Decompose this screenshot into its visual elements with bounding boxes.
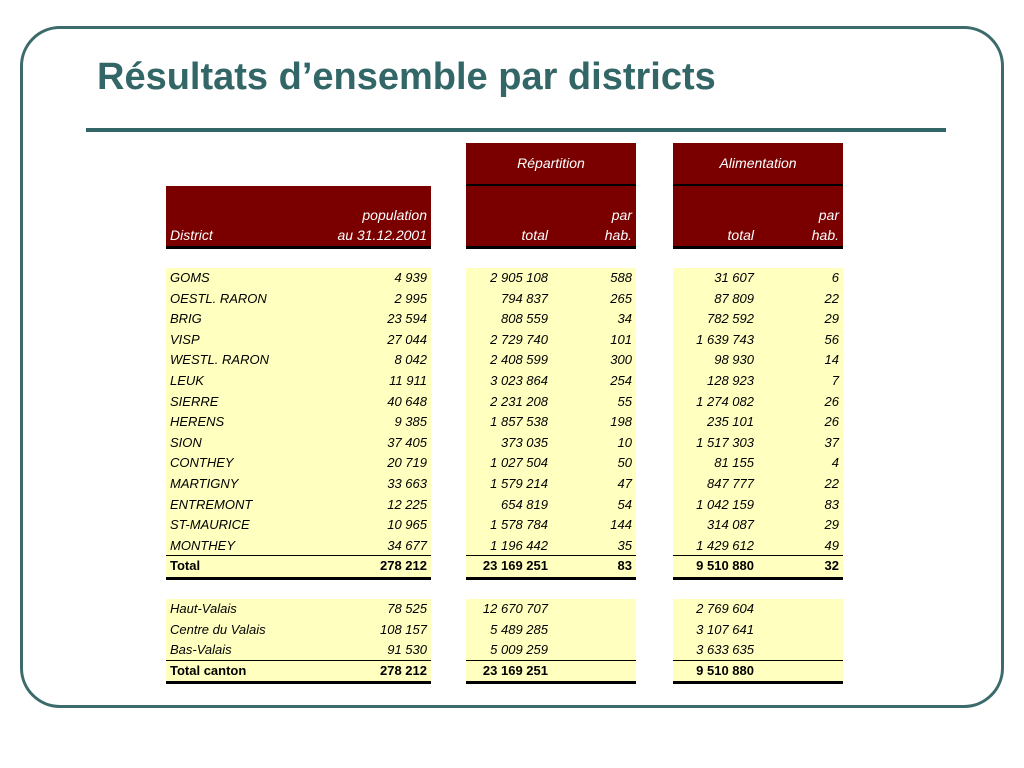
district-ali-par: 6 [831,270,839,285]
district-rep-total: 1 579 214 [490,476,548,491]
total-bottom-rule [166,577,431,580]
district-ali-total: 98 930 [714,352,754,368]
district-ali-total: 782 592 [707,311,754,327]
canton-total-bottom-rule [466,681,636,684]
district-name: ENTREMONT [170,496,253,512]
district-ali-par: 49 [824,537,839,553]
repartition-header-bottom-rule [466,246,636,249]
district-population: 40 648 [387,393,427,409]
region-population: 78 525 [387,601,427,616]
canton-total-label: Total canton [170,662,247,678]
district-ali-par: 14 [824,352,839,368]
region-rep-total: 12 670 707 [482,601,548,616]
district-name: LEUK [170,373,204,388]
district-ali-total: 1 274 082 [696,393,754,409]
district-rep-total: 1 857 538 [490,414,548,430]
total-population: 278 212 [380,558,427,574]
header-ali-total: total [727,227,754,243]
district-rep-par: 34 [617,311,632,327]
district-rep-par: 144 [610,517,632,533]
district-ali-par: 22 [824,290,839,306]
district-population: 33 663 [387,476,427,491]
district-rep-par: 265 [610,290,632,306]
total-label: Total [170,558,201,574]
region-ali-total: 3 107 641 [696,621,754,637]
district-ali-total: 31 607 [714,270,754,285]
district-name: CONTHEY [170,455,234,471]
header-population-line1: population [362,207,427,223]
district-rep-par: 198 [610,414,632,430]
district-ali-par: 29 [824,311,839,327]
region-name: Centre du Valais [170,621,266,637]
district-ali-par: 22 [824,476,839,491]
district-population: 10 965 [387,517,427,533]
district-population: 37 405 [387,434,427,450]
canton-total-rep-total: 23 169 251 [482,662,548,678]
district-population: 20 719 [387,455,427,471]
region-name: Bas-Valais [170,642,232,658]
canton-total-population: 278 212 [380,662,427,678]
district-rep-total: 2 231 208 [490,393,548,409]
district-name: VISP [170,331,200,347]
district-rep-total: 1 027 504 [490,455,548,471]
district-name: BRIG [170,311,202,327]
district-population: 4 939 [394,270,427,285]
district-rep-total: 2 905 108 [490,270,548,285]
district-population: 8 042 [394,352,427,368]
header-alimentation: Alimentation [719,155,797,171]
district-ali-total: 1 517 303 [696,434,754,450]
district-rep-par: 101 [610,331,632,347]
district-rep-total: 373 035 [501,434,548,450]
region-population: 91 530 [387,642,427,658]
canton-total-ali-total: 9 510 880 [696,662,754,678]
total-bottom-rule [673,577,843,580]
district-ali-total: 1 639 743 [696,331,754,347]
district-ali-par: 26 [824,393,839,409]
header-population-line2: au 31.12.2001 [337,227,427,243]
district-rep-par: 10 [617,434,632,450]
total-rep-total: 23 169 251 [482,558,548,574]
header-district: District [170,227,213,243]
district-ali-par: 26 [824,414,839,430]
district-name: GOMS [170,270,210,285]
region-ali-total: 2 769 604 [696,601,754,616]
district-ali-par: 37 [824,434,839,450]
region-name: Haut-Valais [170,601,237,616]
title-underline [86,128,946,132]
header-ali-par-line1: par [818,207,839,223]
district-ali-par: 7 [831,373,839,388]
district-ali-par: 83 [824,496,839,512]
total-rep-par: 83 [617,558,632,574]
district-name: MARTIGNY [170,476,239,491]
district-rep-total: 654 819 [501,496,548,512]
total-ali-total: 9 510 880 [696,558,754,574]
region-ali-total: 3 633 635 [696,642,754,658]
district-ali-par: 29 [824,517,839,533]
district-ali-total: 235 101 [707,414,754,430]
district-name: OESTL. RARON [170,290,267,306]
district-population: 12 225 [387,496,427,512]
canton-total-bottom-rule [166,681,431,684]
district-header-bottom-rule [166,246,431,249]
header-ali-par-line2: hab. [811,227,839,243]
header-rep-par-line2: hab. [604,227,632,243]
district-rep-total: 2 729 740 [490,331,548,347]
district-rep-total: 808 559 [501,311,548,327]
district-rep-par: 35 [617,537,632,553]
district-rep-total: 3 023 864 [490,373,548,388]
repartition-header-rule [466,184,636,186]
district-rep-total: 1 196 442 [490,537,548,553]
district-rep-par: 300 [610,352,632,368]
district-ali-total: 128 923 [707,373,754,388]
district-ali-total: 87 809 [714,290,754,306]
district-population: 27 044 [387,331,427,347]
district-population: 9 385 [394,414,427,430]
page-title: Résultats d’ensemble par districts [97,56,716,98]
district-rep-total: 794 837 [501,290,548,306]
district-rep-par: 254 [610,373,632,388]
total-bottom-rule [466,577,636,580]
header-rep-total: total [521,227,548,243]
district-name: WESTL. RARON [170,352,269,368]
district-rep-total: 1 578 784 [490,517,548,533]
district-rep-par: 588 [610,270,632,285]
header-rep-par-line1: par [611,207,632,223]
district-ali-total: 847 777 [707,476,754,491]
district-population: 2 995 [394,290,427,306]
district-ali-par: 56 [824,331,839,347]
region-rep-total: 5 009 259 [490,642,548,658]
district-population: 23 594 [387,311,427,327]
district-rep-par: 50 [617,455,632,471]
district-name: SIERRE [170,393,219,409]
district-population: 34 677 [387,537,427,553]
district-ali-total: 81 155 [714,455,754,471]
district-name: HERENS [170,414,225,430]
district-name: SION [170,434,202,450]
canton-total-bottom-rule [673,681,843,684]
district-name: MONTHEY [170,537,235,553]
alimentation-header-rule [673,184,843,186]
alimentation-header-bottom-rule [673,246,843,249]
district-rep-par: 54 [617,496,632,512]
district-rep-total: 2 408 599 [490,352,548,368]
district-name: ST-MAURICE [170,517,250,533]
region-population: 108 157 [380,621,427,637]
district-ali-total: 1 429 612 [696,537,754,553]
district-rep-par: 47 [617,476,632,491]
district-ali-total: 314 087 [707,517,754,533]
region-rep-total: 5 489 285 [490,621,548,637]
district-ali-total: 1 042 159 [696,496,754,512]
district-population: 11 911 [389,373,427,388]
total-ali-par: 32 [824,558,839,574]
district-rep-par: 55 [617,393,632,409]
header-repartition: Répartition [517,155,585,171]
district-ali-par: 4 [831,455,839,471]
